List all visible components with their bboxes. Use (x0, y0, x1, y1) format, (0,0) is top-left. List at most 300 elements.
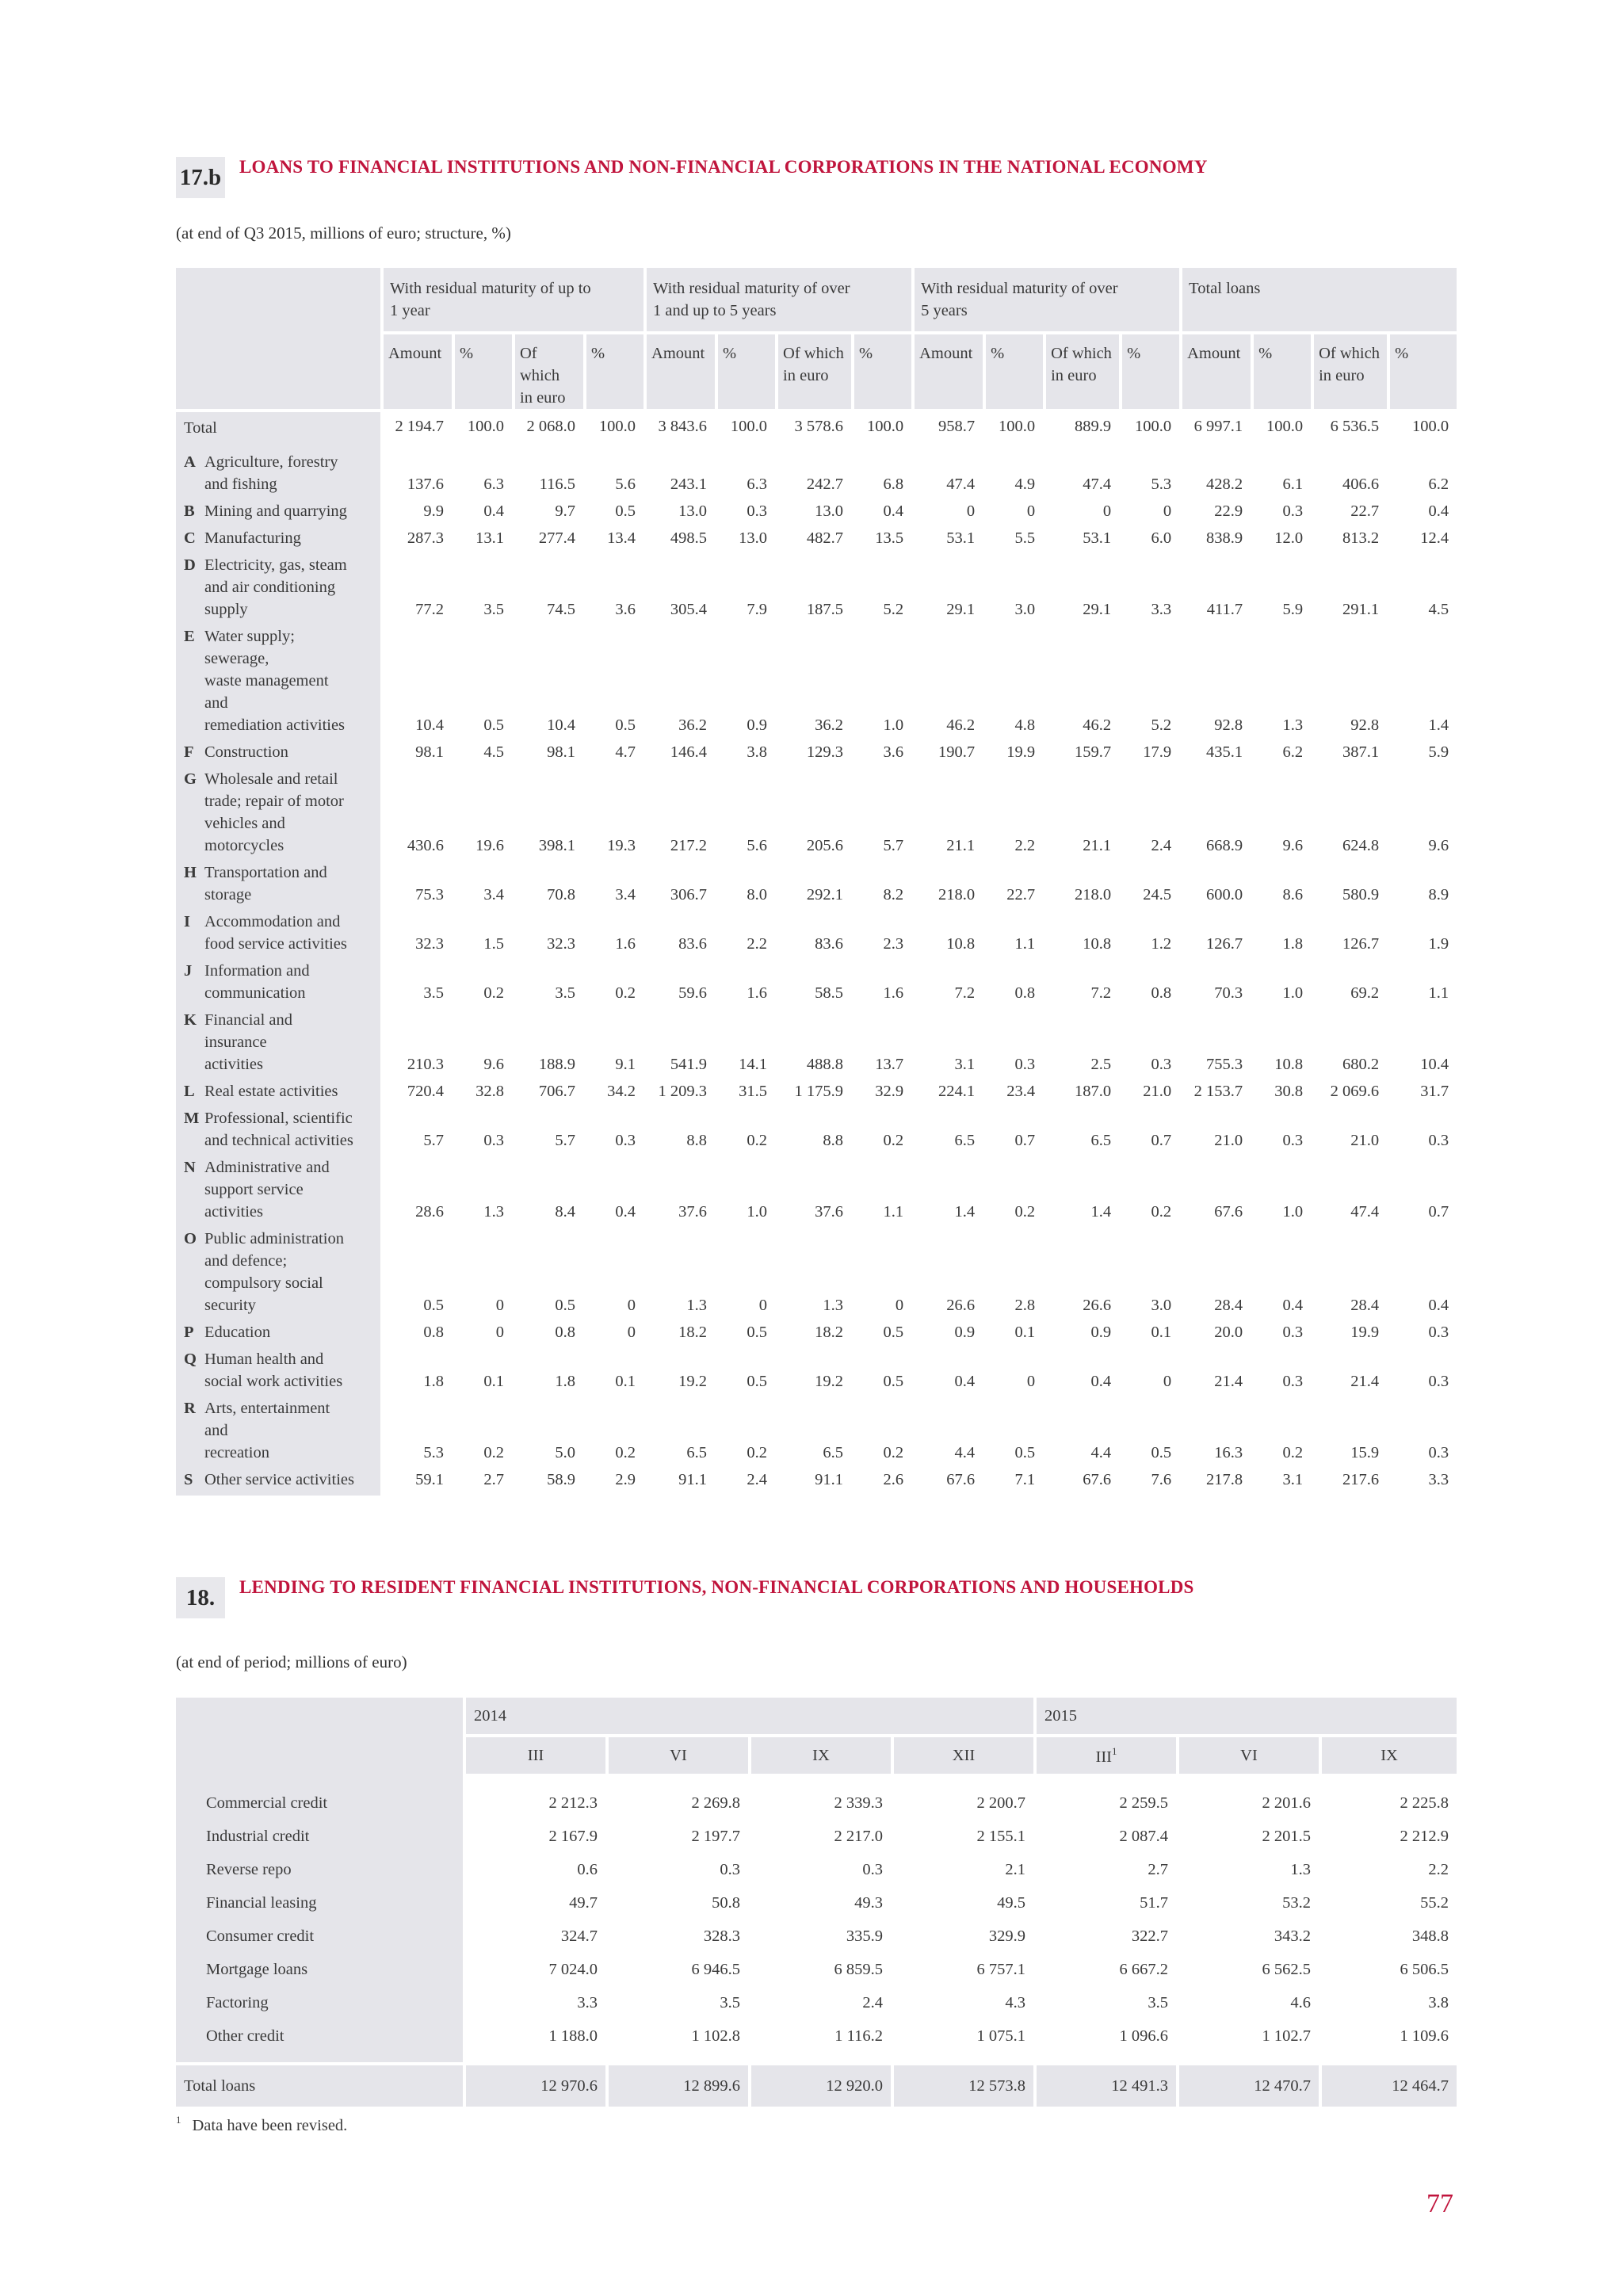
table-row (176, 1886, 1457, 1920)
cell-value: 0.3 (1387, 1397, 1457, 1469)
cell-value: 9.6 (452, 1009, 512, 1080)
section-18-unit-note: (at end of period; millions of euro) (176, 1652, 407, 1671)
total-value: 12 464.7 (1319, 2062, 1457, 2107)
cell-value: 0 (452, 1228, 512, 1321)
cell-value: 47.4 (1043, 451, 1119, 500)
activity-code: S (184, 1471, 193, 1488)
cell-value: 4.5 (452, 741, 512, 768)
cell-value: 0.3 (1251, 1107, 1311, 1156)
activity-label (176, 500, 380, 527)
cell-value: 21.1 (911, 768, 983, 861)
cell-value: 10.4 (380, 625, 452, 741)
cell-value: 0.5 (452, 625, 512, 741)
cell-value: 32.3 (380, 911, 452, 960)
activity-code: M (184, 1110, 200, 1127)
table-row (176, 625, 1457, 741)
cell-value: 0.5 (583, 625, 643, 741)
cell-value: 2 155.1 (891, 1820, 1033, 1853)
cell-value: 217.2 (643, 768, 715, 861)
subheader-amount: Amount (1179, 331, 1251, 409)
spacer-cell (605, 2053, 748, 2062)
cell-value: 5.7 (851, 768, 911, 861)
cell-value: 5.2 (1119, 625, 1179, 741)
cell-value: 292.1 (775, 861, 851, 911)
cell-value: 0.2 (1251, 1397, 1311, 1469)
cell-value: 2.1 (891, 1853, 1033, 1886)
activity-label (176, 1228, 380, 1321)
activity-code: K (184, 1011, 197, 1029)
cell-value: 2.4 (748, 1986, 891, 2019)
activity-name: Wholesale and retail trade; repair of motor vehicles and motorcycles (204, 770, 344, 854)
cell-value: 49.5 (891, 1886, 1033, 1920)
cell-value: 4.6 (1176, 1986, 1319, 2019)
spacer-cell (176, 2053, 463, 2062)
cell-value: 0 (851, 1228, 911, 1321)
cell-value: 277.4 (512, 527, 583, 554)
cell-value: 32.3 (512, 911, 583, 960)
cell-value: 335.9 (748, 1920, 891, 1953)
cell-value: 2 201.6 (1176, 1774, 1319, 1820)
subheader-percent: % (1251, 331, 1311, 409)
table-row (176, 1009, 1457, 1080)
cell-value: 0.3 (1387, 1321, 1457, 1348)
cell-value: 6.2 (1251, 741, 1311, 768)
cell-value: 146.4 (643, 741, 715, 768)
cell-value: 13.0 (643, 500, 715, 527)
cell-value: 29.1 (1043, 554, 1119, 625)
cell-value: 1.6 (851, 960, 911, 1009)
cell-value: 19.9 (983, 741, 1043, 768)
cell-value: 0.2 (983, 1156, 1043, 1228)
cell-value: 19.2 (775, 1348, 851, 1397)
total-label: Total loans (176, 2062, 463, 2107)
cell-value: 8.2 (851, 861, 911, 911)
cell-value: 31.5 (715, 1080, 775, 1107)
cell-value: 5.0 (512, 1397, 583, 1469)
cell-value: 0.4 (1043, 1348, 1119, 1397)
cell-value: 67.6 (911, 1469, 983, 1496)
spacer-cell (380, 444, 452, 451)
cell-value: 21.4 (1179, 1348, 1251, 1397)
cell-value: 0.2 (715, 1107, 775, 1156)
cell-value: 387.1 (1311, 741, 1387, 768)
subheader-percent: % (851, 331, 911, 409)
cell-value: 19.6 (452, 768, 512, 861)
cell-value: 98.1 (380, 741, 452, 768)
cell-value: 0.4 (1387, 1228, 1457, 1321)
cell-value: 13.4 (583, 527, 643, 554)
cell-value: 2.4 (1119, 768, 1179, 861)
cell-value: 2 069.6 (1311, 1080, 1387, 1107)
cell-value: 21.0 (1311, 1107, 1387, 1156)
cell-value: 0.3 (1119, 1009, 1179, 1080)
total-value: 889.9 (1043, 409, 1119, 444)
table-row (176, 1156, 1457, 1228)
table-row (176, 1953, 1457, 1986)
cell-value: 0 (452, 1321, 512, 1348)
total-value: 100.0 (983, 409, 1043, 444)
cell-value: 2 167.9 (463, 1820, 605, 1853)
cell-value: 13.7 (851, 1009, 911, 1080)
total-value: 100.0 (1119, 409, 1179, 444)
cell-value: 0.4 (911, 1348, 983, 1397)
cell-value: 813.2 (1311, 527, 1387, 554)
cell-value: 9.9 (380, 500, 452, 527)
cell-value: 0.1 (452, 1348, 512, 1397)
cell-value: 348.8 (1319, 1920, 1457, 1953)
table-row (176, 1853, 1457, 1886)
cell-value: 0 (715, 1228, 775, 1321)
cell-value: 47.4 (911, 451, 983, 500)
cell-value: 6 757.1 (891, 1953, 1033, 1986)
cell-value: 21.0 (1179, 1107, 1251, 1156)
cell-value: 0.4 (1387, 500, 1457, 527)
header-group-over-5-years: With residual maturity of over 5 years (911, 268, 1179, 331)
cell-value: 0 (911, 500, 983, 527)
spacer-cell (1119, 444, 1179, 451)
cell-value: 3.5 (605, 1986, 748, 2019)
activity-code: H (184, 864, 197, 881)
cell-value: 0 (583, 1321, 643, 1348)
spacer-cell (1319, 2053, 1457, 2062)
activity-name: Financial and insurance activities (204, 1011, 293, 1073)
cell-value: 8.8 (643, 1107, 715, 1156)
cell-value: 0 (983, 500, 1043, 527)
table-row (176, 1348, 1457, 1397)
cell-value: 7.6 (1119, 1469, 1179, 1496)
cell-value: 1.9 (1387, 911, 1457, 960)
cell-value: 0 (983, 1348, 1043, 1397)
cell-value: 7.1 (983, 1469, 1043, 1496)
credit-type-label: Mortgage loans (176, 1953, 463, 1986)
cell-value: 755.3 (1179, 1009, 1251, 1080)
header-group-up-to-1-year: With residual maturity of up to 1 year (380, 268, 643, 331)
cell-value: 0.1 (983, 1321, 1043, 1348)
cell-value: 30.8 (1251, 1080, 1311, 1107)
cell-value: 19.9 (1311, 1321, 1387, 1348)
cell-value: 343.2 (1176, 1920, 1319, 1953)
activity-name: Real estate activities (204, 1083, 338, 1100)
cell-value: 98.1 (512, 741, 583, 768)
spacer-cell (583, 444, 643, 451)
cell-value: 1.3 (775, 1228, 851, 1321)
cell-value: 8.0 (715, 861, 775, 911)
section-17b-title: LOANS TO FINANCIAL INSTITUTIONS AND NON-FINANCIAL CORPORATIONS IN THE NATIONAL ECONOMY (239, 157, 1208, 177)
cell-value: 580.9 (1311, 861, 1387, 911)
cell-value: 6.2 (1387, 451, 1457, 500)
activity-code: F (184, 743, 194, 761)
cell-value: 0.8 (1119, 960, 1179, 1009)
cell-value: 3.4 (452, 861, 512, 911)
cell-value: 6 946.5 (605, 1953, 748, 1986)
cell-value: 624.8 (1311, 768, 1387, 861)
cell-value: 0.5 (1119, 1397, 1179, 1469)
cell-value: 5.6 (583, 451, 643, 500)
cell-value: 53.1 (1043, 527, 1119, 554)
cell-value: 51.7 (1033, 1886, 1176, 1920)
cell-value: 435.1 (1179, 741, 1251, 768)
cell-value: 0.3 (748, 1853, 891, 1886)
cell-value: 6.0 (1119, 527, 1179, 554)
cell-value: 1.4 (1387, 625, 1457, 741)
table-row (176, 2019, 1457, 2053)
cell-value: 91.1 (775, 1469, 851, 1496)
cell-value: 0.7 (983, 1107, 1043, 1156)
spacer-cell (452, 444, 512, 451)
activity-name: Public administration and defence; compulsory social security (204, 1230, 344, 1314)
table-row (176, 1774, 1457, 1820)
cell-value: 1 102.7 (1176, 2019, 1319, 2053)
section-17b-unit-note: (at end of Q3 2015, millions of euro; structure, %) (176, 223, 511, 243)
activity-label (176, 1009, 380, 1080)
cell-value: 75.3 (380, 861, 452, 911)
cell-value: 10.4 (1387, 1009, 1457, 1080)
cell-value: 3.6 (583, 554, 643, 625)
activity-code: J (184, 962, 193, 980)
cell-value: 29.1 (911, 554, 983, 625)
table-row (176, 1820, 1457, 1853)
cell-value: 6.8 (851, 451, 911, 500)
cell-value: 32.8 (452, 1080, 512, 1107)
cell-value: 5.3 (380, 1397, 452, 1469)
cell-value: 1.8 (1251, 911, 1311, 960)
table-row (176, 1107, 1457, 1156)
cell-value: 1 175.9 (775, 1080, 851, 1107)
cell-value: 2 212.3 (463, 1774, 605, 1820)
credit-type-label: Factoring (176, 1986, 463, 2019)
spacer-cell (1176, 2053, 1319, 2062)
cell-value: 3.3 (1387, 1469, 1457, 1496)
spacer-cell (891, 2053, 1033, 2062)
cell-value: 69.2 (1311, 960, 1387, 1009)
activity-label (176, 451, 380, 500)
cell-value: 541.9 (643, 1009, 715, 1080)
spacer-cell (1033, 2053, 1176, 2062)
activity-label (176, 554, 380, 625)
cell-value: 1.1 (1387, 960, 1457, 1009)
cell-value: 5.9 (1251, 554, 1311, 625)
cell-value: 324.7 (463, 1920, 605, 1953)
cell-value: 59.6 (643, 960, 715, 1009)
activity-label (176, 911, 380, 960)
cell-value: 2.6 (851, 1469, 911, 1496)
cell-value: 1.3 (1176, 1853, 1319, 1886)
total-row (176, 409, 1457, 444)
cell-value: 9.6 (1387, 768, 1457, 861)
spacer-cell (748, 2053, 891, 2062)
activity-code: G (184, 770, 197, 788)
subheader-percent: % (1387, 331, 1457, 409)
table-row (176, 861, 1457, 911)
cell-value: 3.3 (1119, 554, 1179, 625)
activity-label (176, 1107, 380, 1156)
activity-name: Education (204, 1324, 271, 1341)
cell-value: 67.6 (1043, 1469, 1119, 1496)
cell-value: 77.2 (380, 554, 452, 625)
cell-value: 3.0 (983, 554, 1043, 625)
cell-value: 18.2 (775, 1321, 851, 1348)
cell-value: 0.5 (583, 500, 643, 527)
cell-value: 210.3 (380, 1009, 452, 1080)
activity-name: Information and communication (204, 962, 310, 1002)
cell-value: 0.9 (715, 625, 775, 741)
cell-value: 0.3 (583, 1107, 643, 1156)
cell-value: 188.9 (512, 1009, 583, 1080)
table-row (176, 500, 1457, 527)
cell-value: 3.4 (583, 861, 643, 911)
cell-value: 3.5 (1033, 1986, 1176, 2019)
spacer-cell (1179, 444, 1251, 451)
cell-value: 70.8 (512, 861, 583, 911)
spacer-cell (463, 2053, 605, 2062)
cell-value: 1.6 (715, 960, 775, 1009)
cell-value: 0.7 (1387, 1156, 1457, 1228)
lending-table (176, 1698, 1457, 2107)
cell-value: 329.9 (891, 1920, 1033, 1953)
cell-value: 0.3 (715, 500, 775, 527)
cell-value: 83.6 (775, 911, 851, 960)
cell-value: 7 024.0 (463, 1953, 605, 1986)
credit-type-label: Financial leasing (176, 1886, 463, 1920)
cell-value: 7.9 (715, 554, 775, 625)
cell-value: 2.9 (583, 1469, 643, 1496)
activity-name: Electricity, gas, steam and air conditioning supply (204, 556, 347, 618)
section-18-title: LENDING TO RESIDENT FINANCIAL INSTITUTIONS, NON-FINANCIAL CORPORATIONS AND HOUSEHOLDS (239, 1577, 1194, 1597)
cell-value: 2.2 (715, 911, 775, 960)
cell-value: 4.7 (583, 741, 643, 768)
activity-code: Q (184, 1350, 197, 1368)
activity-code: A (184, 453, 196, 471)
cell-value: 5.3 (1119, 451, 1179, 500)
total-value: 100.0 (1251, 409, 1311, 444)
cell-value: 411.7 (1179, 554, 1251, 625)
activity-name: Human health and social work activities (204, 1350, 343, 1390)
cell-value: 217.8 (1179, 1469, 1251, 1496)
month-header: IX (1319, 1734, 1457, 1774)
cell-value: 0.7 (1119, 1107, 1179, 1156)
cell-value: 6 562.5 (1176, 1953, 1319, 1986)
cell-value: 50.8 (605, 1886, 748, 1920)
cell-value: 328.3 (605, 1920, 748, 1953)
cell-value: 190.7 (911, 741, 983, 768)
cell-value: 13.1 (452, 527, 512, 554)
cell-value: 0.1 (583, 1348, 643, 1397)
spacer-cell (176, 444, 380, 451)
cell-value: 47.4 (1311, 1156, 1387, 1228)
cell-value: 53.1 (911, 527, 983, 554)
cell-value: 306.7 (643, 861, 715, 911)
cell-value: 2.2 (983, 768, 1043, 861)
cell-value: 1.4 (1043, 1156, 1119, 1228)
cell-value: 6.5 (643, 1397, 715, 1469)
total-value: 100.0 (715, 409, 775, 444)
cell-value: 10.8 (911, 911, 983, 960)
cell-value: 83.6 (643, 911, 715, 960)
cell-value: 0.2 (583, 960, 643, 1009)
cell-value: 1 096.6 (1033, 2019, 1176, 2053)
cell-value: 1.0 (1251, 960, 1311, 1009)
cell-value: 20.0 (1179, 1321, 1251, 1348)
total-value: 12 470.7 (1176, 2062, 1319, 2107)
footnote-marker: 1 (176, 2114, 181, 2126)
cell-value: 2.8 (983, 1228, 1043, 1321)
page-number: 77 (1426, 2189, 1453, 2218)
loans-by-activity-table (176, 268, 1457, 1496)
spacer-cell (1251, 444, 1311, 451)
activity-label (176, 1156, 380, 1228)
activity-code: B (184, 502, 195, 520)
cell-value: 7.2 (911, 960, 983, 1009)
cell-value: 49.7 (463, 1886, 605, 1920)
table-row (176, 1397, 1457, 1469)
subheader-percent: % (452, 331, 512, 409)
subheader-amount: Amount (911, 331, 983, 409)
activity-label (176, 960, 380, 1009)
subheader-percent: % (715, 331, 775, 409)
cell-value: 3.0 (1119, 1228, 1179, 1321)
table-row (176, 1469, 1457, 1496)
table-row (176, 1228, 1457, 1321)
cell-value: 2 087.4 (1033, 1820, 1176, 1853)
cell-value: 10.4 (512, 625, 583, 741)
cell-value: 137.6 (380, 451, 452, 500)
cell-value: 482.7 (775, 527, 851, 554)
cell-value: 291.1 (1311, 554, 1387, 625)
credit-type-label: Commercial credit (176, 1774, 463, 1820)
header-corner (176, 268, 380, 409)
table-row (176, 1321, 1457, 1348)
credit-type-label: Consumer credit (176, 1920, 463, 1953)
cell-value: 0.5 (715, 1321, 775, 1348)
month-header: XII (891, 1734, 1033, 1774)
cell-value: 8.9 (1387, 861, 1457, 911)
total-value: 2 068.0 (512, 409, 583, 444)
cell-value: 6 859.5 (748, 1953, 891, 1986)
cell-value: 22.7 (983, 861, 1043, 911)
spacer-row (176, 444, 1457, 451)
cell-value: 1.8 (512, 1348, 583, 1397)
cell-value: 2 225.8 (1319, 1774, 1457, 1820)
cell-value: 3.8 (1319, 1986, 1457, 2019)
cell-value: 838.9 (1179, 527, 1251, 554)
month-header: IX (748, 1734, 891, 1774)
table-row (176, 911, 1457, 960)
table-row (176, 768, 1457, 861)
footnote-text: Data have been revised. (192, 2117, 348, 2134)
cell-value: 3.3 (463, 1986, 605, 2019)
cell-value: 0 (1043, 500, 1119, 527)
cell-value: 2.7 (452, 1469, 512, 1496)
cell-value: 0.1 (1119, 1321, 1179, 1348)
spacer-cell (983, 444, 1043, 451)
cell-value: 5.7 (380, 1107, 452, 1156)
cell-value: 0.2 (851, 1397, 911, 1469)
cell-value: 187.0 (1043, 1080, 1119, 1107)
activity-label (176, 741, 380, 768)
cell-value: 498.5 (643, 527, 715, 554)
cell-value: 2 212.9 (1319, 1820, 1457, 1853)
cell-value: 5.7 (512, 1107, 583, 1156)
activity-code: P (184, 1324, 194, 1341)
cell-value: 116.5 (512, 451, 583, 500)
spacer-cell (512, 444, 583, 451)
activity-name: Agriculture, forestry and fishing (204, 453, 338, 493)
cell-value: 0.3 (1387, 1348, 1457, 1397)
spacer-cell (851, 444, 911, 451)
cell-value: 53.2 (1176, 1886, 1319, 1920)
cell-value: 2 217.0 (748, 1820, 891, 1853)
activity-label (176, 768, 380, 861)
